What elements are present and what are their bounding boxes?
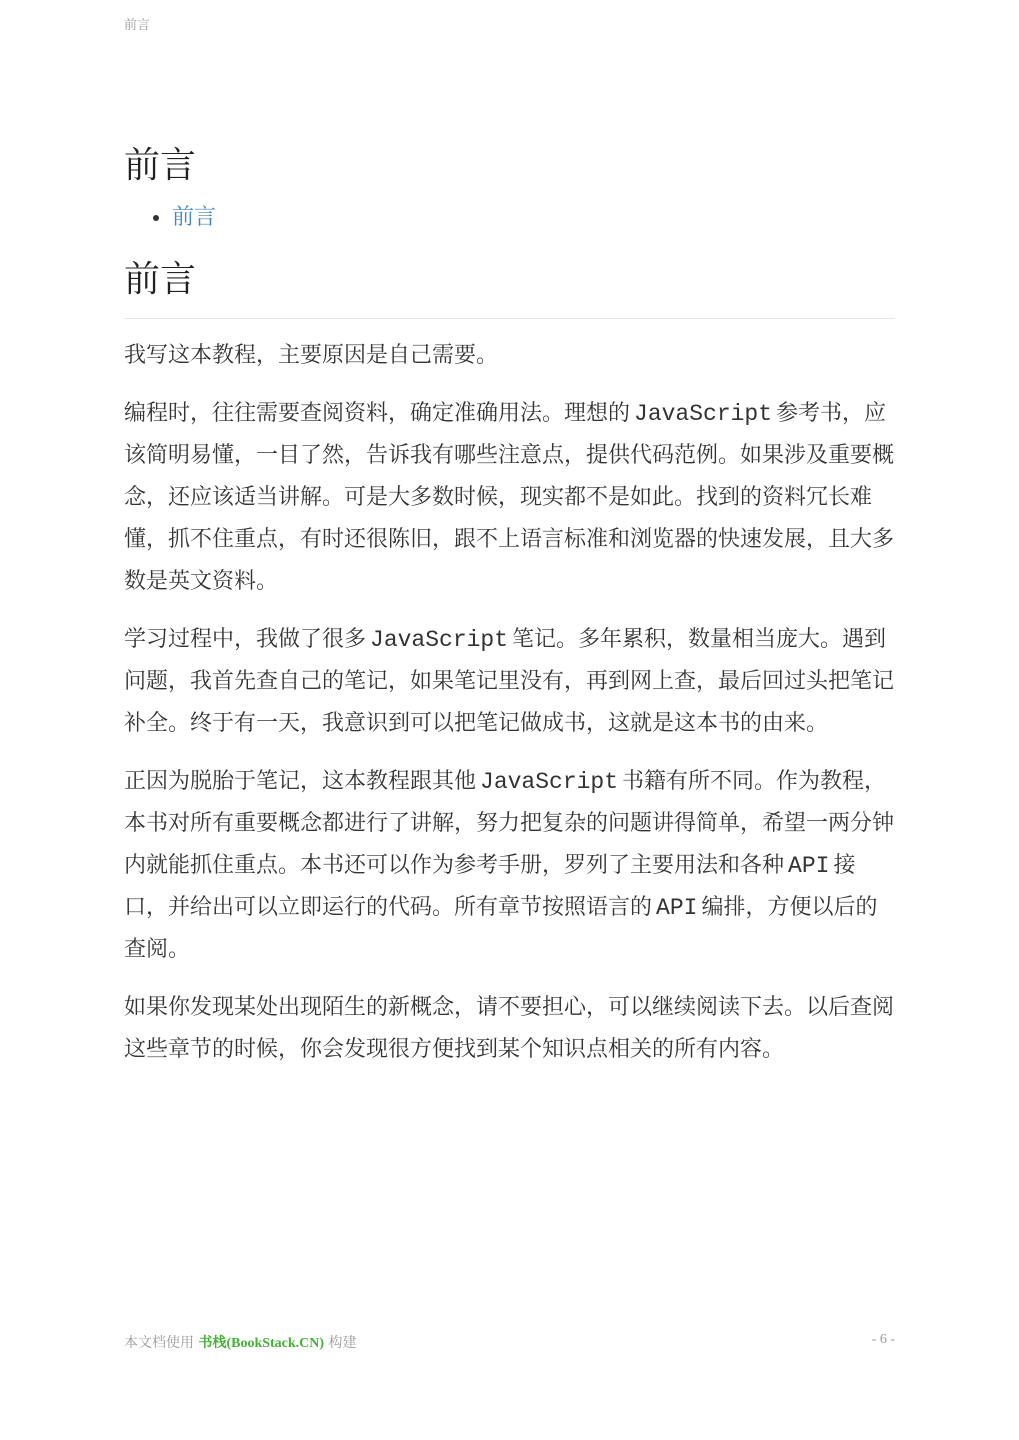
paragraph-5 — [124, 987, 895, 1071]
page-footer — [124, 1332, 895, 1352]
toc-title: 前言 — [124, 145, 197, 186]
page-number: - 6 - — [871, 1332, 895, 1347]
footer-prefix: 本文档使用 — [124, 1335, 199, 1351]
footer-credit — [124, 1332, 357, 1352]
inline-code: JavaScript — [634, 401, 773, 427]
paragraph-text: 参考书，应该简明易懂，一目了然，告诉我有哪些注意点，提供代码范例。如果涉及重要概念，还应该适当讲解。可是大多数时候，现实都不是如此。找到的资料冗长难懂，抓不住重点，有时还很陈旧，跟不上语言标准和浏览器的快速发展，且大多数是英文资料。 — [124, 401, 895, 594]
footer-brand-link[interactable]: 书栈(BookStack.CN) — [198, 1336, 325, 1351]
paragraph-text: 接口，并给出可以立即运行的代码。所有章节按照语言的 — [124, 853, 856, 920]
paragraph-text: 如果你发现某处出现陌生的新概念，请不要担心，可以继续阅读下去。以后查阅这些章节的时候，你会发现很方便找到某个知识点相关的所有内容。 — [124, 995, 895, 1062]
paragraph-1 — [124, 335, 895, 377]
paragraph-3 — [124, 619, 895, 745]
inline-code: API — [656, 895, 698, 921]
toc-item — [172, 198, 895, 238]
paragraph-text: 书籍有所不同。作为教程，本书对所有重要概念都进行了讲解，努力把复杂的问题讲得简单，希望一两分钟内就能抓住重点。本书还可以作为参考手册，罗列了主要用法和各种 — [124, 769, 895, 878]
inline-code: JavaScript — [480, 769, 619, 795]
paragraph-text: 正因为脱胎于笔记，这本教程跟其他 — [124, 769, 477, 794]
paragraph-2 — [124, 393, 895, 603]
paragraph-text: 笔记。多年累积，数量相当庞大。遇到问题，我首先查自己的笔记，如果笔记里没有，再到网上查，最后回过头把笔记补全。终于有一天，我意识到可以把笔记做成书，这就是这本书的由来。 — [124, 627, 895, 736]
inline-code: JavaScript — [370, 627, 509, 653]
section-title: 前言 — [124, 254, 895, 319]
paragraph-text: 我写这本教程，主要原因是自己需要。 — [124, 343, 499, 368]
document-body — [124, 140, 895, 1071]
footer-suffix: 构建 — [324, 1335, 357, 1351]
paragraph-text: 学习过程中，我做了很多 — [124, 627, 367, 652]
running-header: 前言 — [124, 18, 151, 33]
paragraph-text: 编程时，往往需要查阅资料，确定准确用法。理想的 — [124, 401, 631, 426]
inline-code: API — [788, 853, 830, 879]
table-of-contents — [124, 198, 895, 238]
paragraph-4 — [124, 761, 895, 971]
paragraph-text: 编排，方便以后的查阅。 — [124, 895, 878, 962]
toc-link-preface[interactable]: 前言 — [172, 205, 217, 230]
